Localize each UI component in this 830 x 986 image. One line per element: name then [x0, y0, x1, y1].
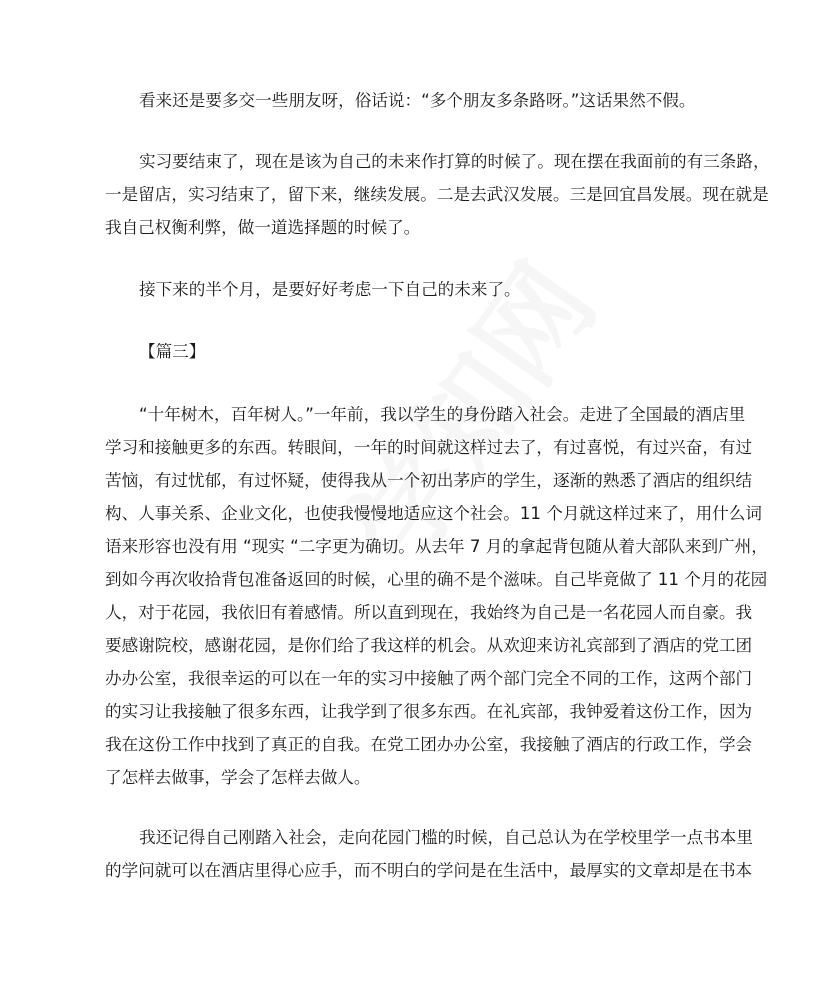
text-line: 接下来的半个月，是要好好考虑一下自己的未来了。: [139, 280, 521, 299]
text-line: 我还记得自己刚踏入社会，走向花园门槛的时候，自己总认为在学校里学一点书本里: [139, 828, 753, 847]
paragraph-internship-end: [105, 145, 770, 244]
text-line: 我在这份工作中找到了真正的自我。在党工团办办公室，我接触了酒店的行政工作，学会: [105, 735, 753, 754]
paragraph-friends: [105, 84, 739, 117]
text-line: 语来形容也没有用 “现实 “二字更为确切。从去年 7 月的拿起背包随从着大部队来到广州，: [105, 537, 768, 556]
paragraph-remember: [105, 821, 753, 887]
text-line: 了怎样去做事，学会了怎样去做人。: [105, 768, 371, 787]
section-heading-text: 【篇三】: [139, 342, 206, 361]
text-line: 看来还是要多交一些朋友呀，俗话说：“多个朋友多条路呀。”这话果然不假。: [139, 91, 696, 110]
text-line: 人，对于花园，我依旧有着感情。所以直到现在，我始终为自己是一名花园人而自豪。我: [105, 603, 753, 622]
text-line: 的学问就可以在酒店里得心应手，而不明白的学问是在生活中，最厚实的文章却是在书本: [105, 861, 753, 880]
text-line: 到如今再次收拾背包准备返回的时候，心里的确不是个滋味。自己毕竟做了 11 个月的花园: [105, 570, 768, 589]
section-heading: [105, 335, 739, 368]
text-line: 苦恼，有过忧郁，有过怀疑，使得我从一个初出茅庐的学生，逐渐的熟悉了酒店的组织结: [105, 471, 753, 490]
text-line: 一是留店，实习结束了，留下来，继续发展。二是去武汉发展。三是回宜昌发展。现在就是: [105, 185, 769, 204]
text-line: 要感谢院校，感谢花园，是你们给了我这样的机会。从欢迎来访礼宾部到了酒店的党工团: [105, 636, 753, 655]
text-line: “十年树木，百年树人。”一年前，我以学生的身份踏入社会。走进了全国最的酒店里: [139, 405, 746, 424]
text-line: 办办公室，我很幸运的可以在一年的实习中接触了两个部门完全不同的工作，这两个部门: [105, 669, 753, 688]
text-line: 学习和接触更多的东西。转眼间，一年的时间就这样过去了，有过喜悦，有过兴奋，有过: [105, 438, 753, 457]
text-line: 的实习让我接触了很多东西，让我学到了很多东西。在礼宾部，我钟爱着这份工作，因为: [105, 702, 753, 721]
text-line: 实习要结束了，现在是该为自己的未来作打算的时候了。现在摆在我面前的有三条路，: [139, 152, 770, 171]
text-line: 我自己权衡利弊，做一道选择题的时候了。: [105, 218, 421, 237]
paragraph-next-half-month: [105, 273, 739, 306]
text-line: 构、人事关系、企业文化，也使我慢慢地适应这个社会。11 个月就这样过来了，用什么词: [105, 504, 762, 523]
paragraph-ten-years: [105, 398, 768, 794]
